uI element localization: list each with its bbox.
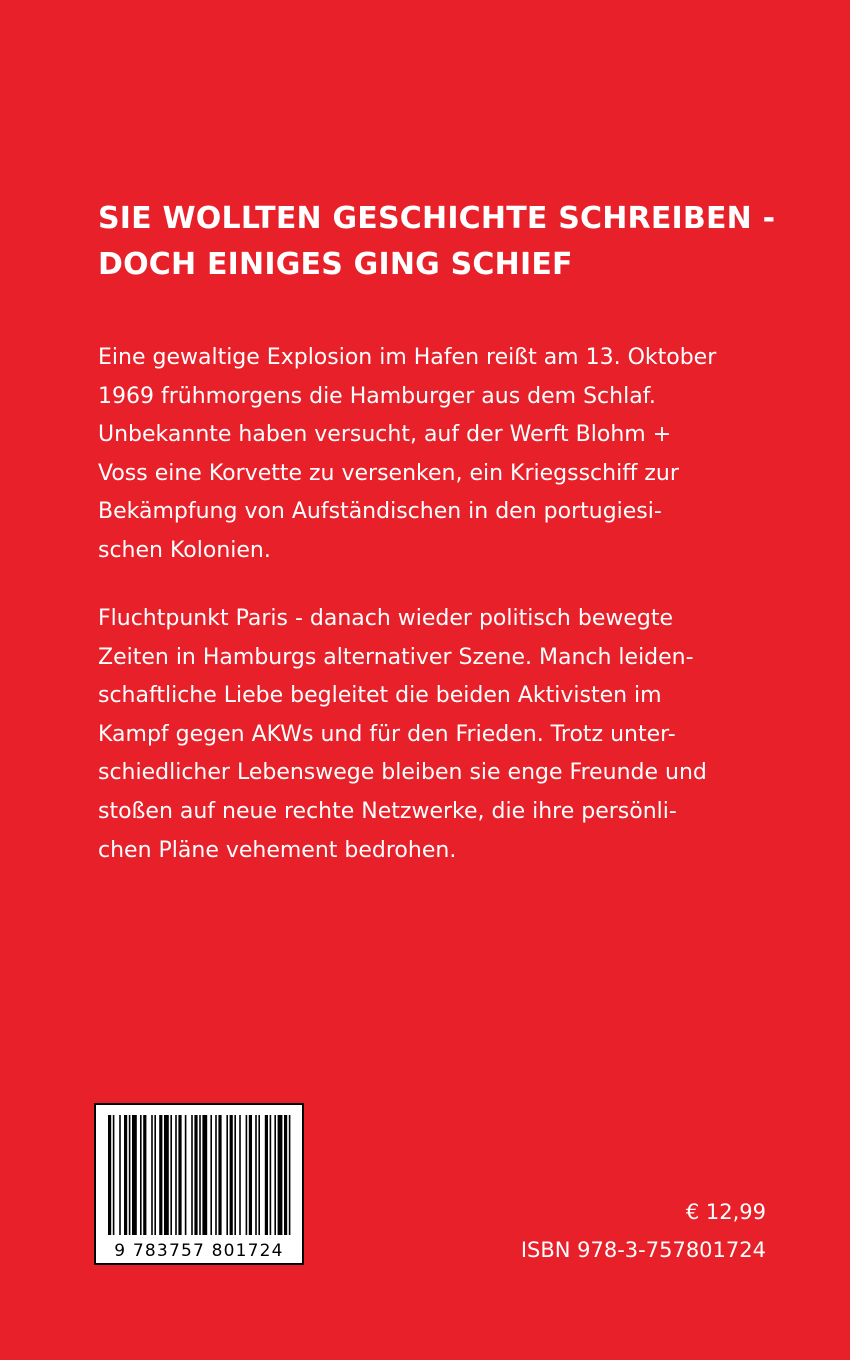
barcode-bar — [143, 1115, 146, 1235]
barcode-bar — [159, 1115, 162, 1235]
blurb-line: Unbekannte haben versucht, auf der Werft Blohm + — [98, 422, 672, 448]
barcode-bar — [239, 1115, 241, 1235]
blurb-line: Voss eine Korvette zu versenken, ein Kriegsschiff zur — [98, 460, 679, 486]
blurb-line: Eine gewaltige Explosion im Hafen reißt am 13. Oktober — [98, 345, 717, 370]
blurb-line: Kampf gegen AKWs und für den Frieden. Trotz unter- — [98, 721, 676, 747]
barcode-bar — [132, 1115, 137, 1235]
barcode-bar — [218, 1115, 221, 1235]
blurb-line: schaftliche Liebe begleitet die beiden Aktivisten im — [98, 683, 662, 709]
barcode-bar — [119, 1115, 121, 1235]
barcode-bar — [170, 1115, 172, 1235]
blurb-paragraph-2 — [98, 600, 798, 870]
barcode-bar — [202, 1115, 207, 1235]
barcode-bar — [284, 1115, 287, 1235]
barcode-bar — [274, 1115, 276, 1235]
barcode-bar — [278, 1115, 283, 1235]
blurb-line: 1969 frühmorgens die Hamburger aus dem Schlaf. — [98, 383, 656, 409]
barcode-bar — [164, 1115, 169, 1235]
barcode-bar — [258, 1115, 260, 1235]
headline — [98, 196, 798, 288]
barcode-bar — [289, 1115, 291, 1235]
barcode-bar — [129, 1115, 131, 1235]
blurb-line: Bekämpfung von Aufständischen in den portugiesi- — [98, 499, 662, 525]
barcode-bar — [113, 1115, 115, 1235]
barcode-bar — [226, 1115, 228, 1235]
barcode-bar — [185, 1115, 187, 1235]
barcode-bar — [230, 1115, 233, 1235]
barcode-bar — [108, 1115, 111, 1235]
isbn-number: ISBN 978-3-757801724 — [520, 1238, 766, 1262]
barcode-digits: 9 783757 801724 — [114, 1241, 284, 1261]
barcode-bar — [140, 1115, 142, 1235]
barcode-bar — [124, 1115, 127, 1235]
isbn-barcode — [94, 1103, 304, 1265]
blurb-line: schiedlicher Lebenswege bleiben sie enge Freunde und — [98, 760, 707, 786]
blurb-line: schen Kolonien. — [98, 537, 271, 563]
barcode-bar — [210, 1115, 212, 1235]
blurb-paragraph-1 — [98, 339, 798, 571]
barcode-bar — [249, 1115, 252, 1235]
headline-line: DOCH EINIGES GING SCHIEF — [98, 247, 573, 282]
blurb-line: stoßen auf neue rechte Netzwerke, die ihre persönli- — [98, 798, 677, 824]
barcode-bar — [234, 1115, 236, 1235]
barcode-bar — [270, 1115, 272, 1235]
barcode-bar — [215, 1115, 217, 1235]
barcode-bar — [191, 1115, 193, 1235]
barcode-bar — [199, 1115, 201, 1235]
blurb-line: Fluchtpunkt Paris - danach wieder politisch bewegte — [98, 606, 674, 631]
blurb-line: Zeiten in Hamburgs alternativer Szene. Manch leiden- — [98, 644, 694, 670]
headline-line: SIE WOLLTEN GESCHICHTE SCHREIBEN - — [98, 201, 776, 236]
barcode-bar — [178, 1115, 181, 1235]
barcode-bar — [154, 1115, 156, 1235]
barcode-bar — [246, 1115, 248, 1235]
price: € 12,99 — [685, 1200, 766, 1224]
barcode-bar — [265, 1115, 268, 1235]
barcode-bars — [96, 1105, 302, 1263]
barcode-bar — [255, 1115, 257, 1235]
blurb-line: chen Pläne vehement bedrohen. — [98, 837, 457, 863]
barcode-bar — [194, 1115, 197, 1235]
barcode-bar — [175, 1115, 177, 1235]
barcode-bar — [151, 1115, 153, 1235]
